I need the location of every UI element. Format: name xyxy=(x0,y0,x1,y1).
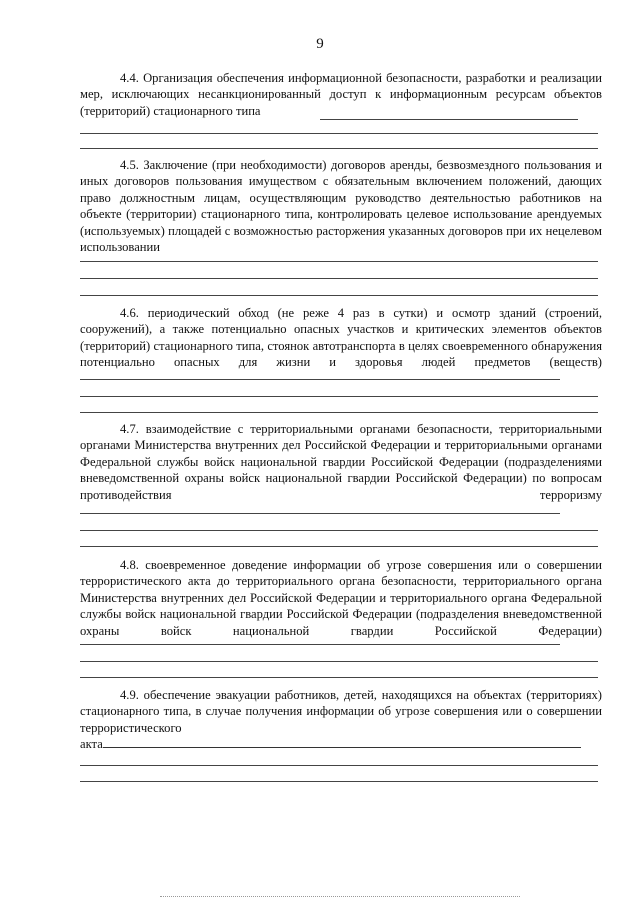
section-4-9-tail: акта xyxy=(80,737,103,752)
section-4-7-text: 4.7. взаимодействие с территориальными органами безопасности, территориальными органами Министерства внутренних дел Российской Федерации и территориальными органами Федеральной службы войск национальной гвардии Российской Федерации (подразделениями вневедомственной охраны войск национальной гвардии Российской Федерации) по вопросам противодействия терроризму xyxy=(80,422,602,502)
fill-line[interactable] xyxy=(103,746,581,748)
fill-line[interactable] xyxy=(80,261,598,262)
section-4-8-text: 4.8. своевременное доведение информации об угрозе совершения или о совершении террористического акта до территориального органа безопасности, территориального органа Министерства внутренних дел Российской Федерации и территориального органа Федеральной службы войск национальной гвардии Российской Федерации (подразделения вневедомственной охраны войск национальной гвардии Российской Федерации) xyxy=(80,558,602,638)
fill-line[interactable] xyxy=(320,119,578,120)
fill-line[interactable] xyxy=(80,295,598,296)
fill-line[interactable] xyxy=(80,781,598,782)
section-4-9 xyxy=(80,687,602,753)
fill-line[interactable] xyxy=(80,677,598,678)
fill-line[interactable] xyxy=(80,379,560,380)
fill-line[interactable] xyxy=(80,530,598,531)
page-number: 9 xyxy=(316,36,324,52)
fill-line[interactable] xyxy=(80,546,598,547)
fill-line[interactable] xyxy=(80,133,598,134)
section-4-4-text: 4.4. Организация обеспечения информационной безопасности, разработки и реализации мер, исключающих несанкционированный доступ к информационным ресурсам объектов (территорий) стационарного типа xyxy=(80,71,602,118)
section-4-7 xyxy=(80,421,602,503)
footer-divider xyxy=(160,896,520,897)
fill-line[interactable] xyxy=(80,644,560,645)
fill-line[interactable] xyxy=(80,278,598,279)
fill-line[interactable] xyxy=(80,765,598,766)
section-4-5 xyxy=(80,157,602,255)
section-4-6-text: 4.6. периодический обход (не реже 4 раз в сутки) и осмотр зданий (строений, сооружений), а также потенциально опасных участков и критических элементов объектов (территорий) стационарного типа, стоянок автотранспорта в целях своевременного обнаружения потенциально опасных для жизни и здоровья людей предметов (веществ) xyxy=(80,306,602,370)
section-4-8 xyxy=(80,557,602,639)
fill-line[interactable] xyxy=(80,396,598,397)
fill-line[interactable] xyxy=(80,148,598,149)
section-4-4 xyxy=(80,70,602,119)
section-4-9-text: 4.9. обеспечение эвакуации работников, детей, находящихся на объектах (территориях) стационарного типа, в случае получения информации об угрозе совершения или о совершении террористического xyxy=(80,688,602,735)
fill-line[interactable] xyxy=(80,513,560,514)
section-4-6 xyxy=(80,305,602,371)
fill-line[interactable] xyxy=(80,412,598,413)
section-4-5-text: 4.5. Заключение (при необходимости) договоров аренды, безвозмездного пользования и иных договоров пользования имуществом с обязательным включением положений, дающих право должностным лицам, осуществляющим руководство деятельностью работников на объекте (территории) стационарного типа, контролировать целевое использование арендуемых (используемых) площадей с возможностью расторжения указанных договоров при их нецелевом использовании xyxy=(80,158,602,255)
fill-line[interactable] xyxy=(80,661,598,662)
